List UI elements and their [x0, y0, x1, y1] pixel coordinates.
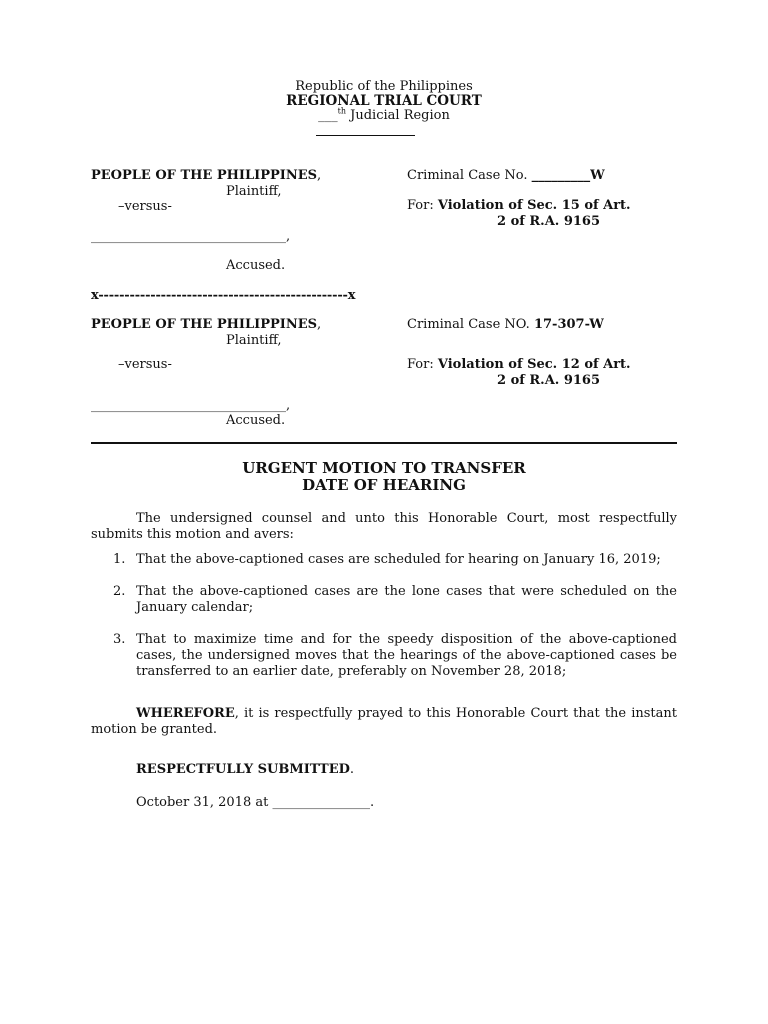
case-separator: x------------------------------------------------x — [91, 288, 356, 303]
case1-case-number — [407, 168, 605, 184]
item2-text: That the above-captioned cases are the lone cases that were scheduled on the January calendar; — [136, 584, 677, 615]
court-name: REGIONAL TRIAL COURT — [286, 93, 482, 109]
case1-accused-label: Accused. — [226, 258, 286, 273]
case2-versus: –versus- — [118, 357, 172, 372]
case2-accused-blank: ______________________________, — [91, 398, 291, 413]
case1-violation-line1: Violation of Sec. 15 of Art. — [437, 198, 631, 213]
item2-number: 2. — [113, 584, 126, 599]
item3-text: That to maximize time and for the speedy disposition of the above-captioned cases, the undersigned moves that the hearings of the above-captioned cases be transferred to an earlier date, preferably on November 28, 2018; — [136, 632, 677, 679]
case2-violation-line2: 2 of R.A. 9165 — [497, 373, 601, 388]
caption-divider — [91, 442, 677, 444]
case1-case-no-label: Criminal Case No. — [407, 168, 532, 183]
case1-plaintiff — [91, 168, 321, 184]
motion-title-line2: DATE OF HEARING — [302, 476, 466, 494]
case2-for-label: For: — [407, 357, 438, 372]
respectfully-submitted — [136, 762, 354, 778]
case2-case-no-value: 17-307-W — [533, 317, 604, 332]
region-text: Judicial Region — [346, 108, 450, 123]
item1-text: That the above-captioned cases are scheduled for hearing on January 16, 2019; — [136, 552, 661, 567]
wherefore-label: WHEREFORE — [136, 706, 235, 721]
republic-line: Republic of the Philippines — [295, 79, 473, 94]
case1-case-no-value: _________W — [531, 168, 605, 183]
case2-accused-label: Accused. — [226, 413, 286, 428]
case2-plaintiff-name: PEOPLE OF THE PHILIPPINES — [91, 317, 318, 332]
item3-number: 3. — [113, 632, 126, 647]
region-blank: ___ — [318, 108, 338, 123]
case2-case-number — [407, 317, 604, 333]
wherefore-paragraph — [91, 706, 677, 738]
case2-plaintiff — [91, 317, 321, 333]
case2-comma: , — [317, 317, 322, 332]
case1-comma: , — [317, 168, 322, 183]
case1-accused-blank: ______________________________, — [91, 229, 291, 244]
judicial-region — [0, 108, 768, 124]
respectfully-label: RESPECTFULLY SUBMITTED — [136, 762, 350, 777]
case2-violation-line1: Violation of Sec. 12 of Art. — [437, 357, 631, 372]
item1-number: 1. — [113, 552, 126, 567]
case2-plaintiff-role: Plaintiff, — [226, 333, 282, 348]
motion-title-line1: URGENT MOTION TO TRANSFER — [242, 459, 526, 477]
region-ordinal: th — [337, 106, 347, 116]
wherefore-text: , it is respectfully prayed to this Honorable Court that the instant motion be granted. — [91, 706, 677, 737]
case1-violation — [407, 198, 631, 214]
intro-paragraph: The undersigned counsel and unto this Honorable Court, most respectfully submits this motion and avers: — [91, 511, 677, 542]
case1-versus: –versus- — [118, 199, 172, 214]
case1-for-label: For: — [407, 198, 438, 213]
case2-case-no-label: Criminal Case NO. — [407, 317, 534, 332]
case1-plaintiff-name: PEOPLE OF THE PHILIPPINES — [91, 168, 318, 183]
respectfully-period: . — [349, 762, 355, 777]
case1-plaintiff-role: Plaintiff, — [226, 184, 282, 199]
case1-violation-line2: 2 of R.A. 9165 — [497, 214, 601, 229]
date-line: October 31, 2018 at _______________. — [136, 795, 375, 810]
case2-violation — [407, 357, 631, 373]
header-underline — [316, 135, 415, 136]
